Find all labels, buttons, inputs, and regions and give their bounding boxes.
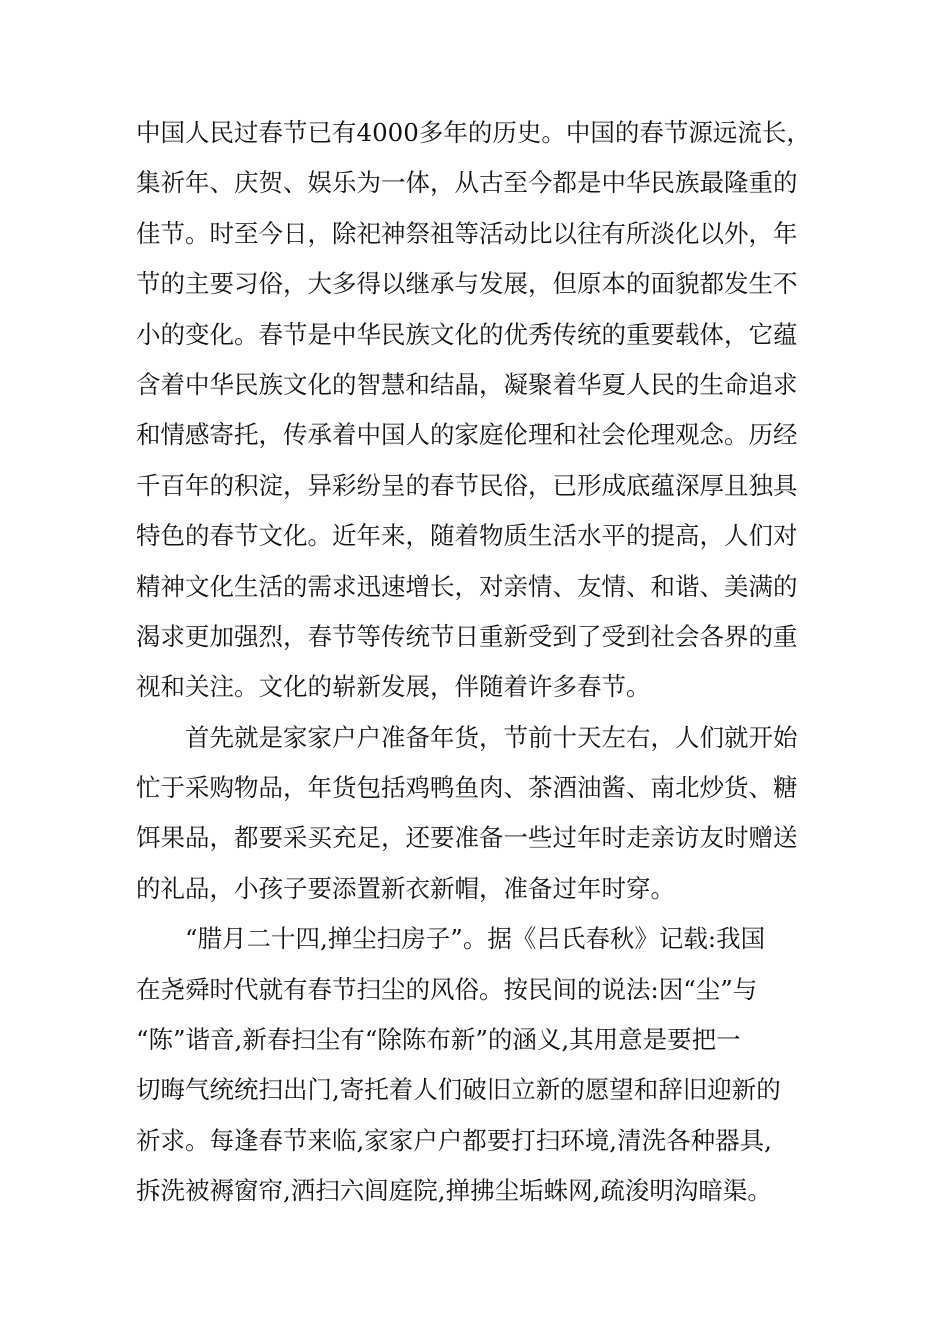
text-line: 含着中华民族文化的智慧和结晶，凝聚着华夏人民的生命追求 — [136, 369, 798, 399]
paragraph-history — [136, 108, 851, 713]
text-line: 忙于采购物品，年货包括鸡鸭鱼肉、茶酒油酱、南北炒货、糖 — [136, 773, 798, 803]
text-line: 渴求更加强烈，春节等传统节日重新受到了受到社会各界的重 — [136, 621, 798, 651]
text-line: “腊月二十四,掸尘扫房子”。据《吕氏春秋》记载:我国 — [185, 924, 766, 954]
text-line: “陈”谐音,新春扫尘有“除陈布新”的涵义,其用意是要把一 — [136, 1025, 741, 1055]
text-line: 集祈年、庆贺、娱乐为一体，从古至今都是中华民族最隆重的 — [136, 168, 798, 198]
document-body — [136, 108, 851, 1217]
text-line: 和情感寄托，传承着中国人的家庭伦理和社会伦理观念。历经 — [136, 420, 798, 450]
text-line: 小的变化。春节是中华民族文化的优秀传统的重要载体，它蕴 — [136, 319, 798, 349]
text-line: 饵果品，都要采买充足，还要准备一些过年时走亲访友时赠送 — [136, 823, 798, 853]
text-line: 拆洗被褥窗帘,洒扫六闾庭院,掸拂尘垢蛛网,疏浚明沟暗渠。 — [136, 1176, 772, 1206]
text-line: 首先就是家家户户准备年货，节前十天左右，人们就开始 — [185, 722, 798, 752]
text-line: 在尧舜时代就有春节扫尘的风俗。按民间的说法:因“尘”与 — [136, 974, 758, 1004]
paragraph-sweeping-dust — [136, 914, 851, 1216]
text-line: 佳节。时至今日，除祀神祭祖等活动比以往有所淡化以外，年 — [136, 218, 798, 248]
text-line: 节的主要习俗，大多得以继承与发展，但原本的面貌都发生不 — [136, 269, 798, 299]
text-line: 祈求。每逢春节来临,家家户户都要打扫环境,清洗各种器具, — [136, 1125, 772, 1155]
text-line: 精神文化生活的需求迅速增长，对亲情、友情、和谐、美满的 — [136, 571, 798, 601]
text-line: 视和关注。文化的崭新发展，伴随着许多春节。 — [136, 672, 651, 702]
text-line: 特色的春节文化。近年来，随着物质生活水平的提高，人们对 — [136, 521, 798, 551]
text-line: 中国人民过春节已有4000多年的历史。中国的春节源远流长， — [136, 118, 811, 147]
text-line: 千百年的积淀，异彩纷呈的春节民俗，已形成底蕴深厚且独具 — [136, 470, 798, 500]
paragraph-new-year-goods — [136, 713, 851, 915]
text-line: 的礼品，小孩子要添置新衣新帽，准备过年时穿。 — [136, 873, 675, 903]
text-line: 切晦气统统扫出门,寄托着人们破旧立新的愿望和辞旧迎新的 — [136, 1075, 781, 1105]
